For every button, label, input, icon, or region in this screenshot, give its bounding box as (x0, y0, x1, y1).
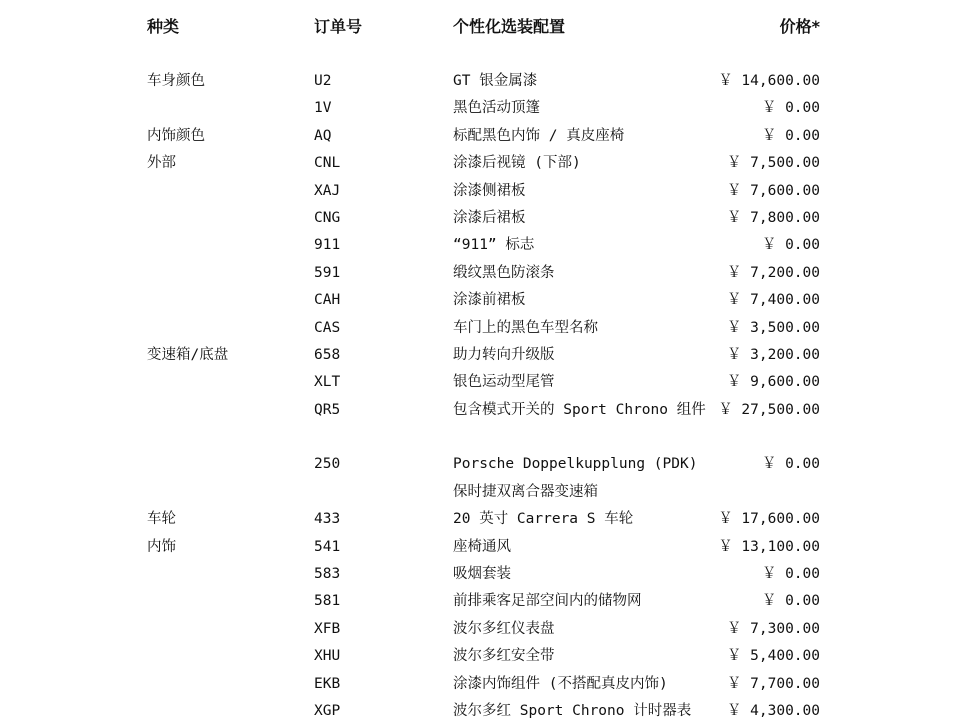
header-category: 种类 (147, 17, 180, 36)
row-price: ￥ 7,300.00 (726, 620, 820, 637)
table-row (0, 561, 960, 588)
row-order-code: EKB (314, 675, 341, 692)
table-row (0, 205, 960, 232)
table-row (0, 698, 960, 725)
row-price: ￥ 7,500.00 (726, 155, 820, 172)
row-order-code: 911 (314, 237, 341, 254)
table-row (0, 643, 960, 670)
table-row (0, 232, 960, 259)
row-option-description: 波尔多红 Sport Chrono 计时器表 (453, 703, 692, 720)
row-option-description: 20 英寸 Carrera S 车轮 (453, 511, 634, 528)
row-price: ￥ 27,500.00 (718, 401, 820, 418)
row-option-description: 座椅通风 (453, 538, 511, 555)
row-option-description: 涂漆后视镜 (下部) (453, 155, 581, 172)
row-price: ￥ 3,200.00 (726, 346, 820, 363)
options-table-body (0, 68, 960, 725)
row-price: ￥ 3,500.00 (726, 319, 820, 336)
row-category: 车轮 (147, 511, 176, 528)
table-row (0, 260, 960, 287)
row-order-code: 591 (314, 264, 341, 281)
row-order-code: CNG (314, 209, 341, 226)
row-price: ￥ 0.00 (761, 100, 820, 117)
row-option-description: 涂漆侧裙板 (453, 182, 526, 199)
row-option-description: 包含模式开关的 Sport Chrono 组件 (453, 401, 706, 418)
row-category: 内饰颜色 (147, 127, 205, 144)
row-price: ￥ 13,100.00 (718, 538, 820, 555)
row-price: ￥ 17,600.00 (718, 511, 820, 528)
row-option-description: “911” 标志 (453, 237, 535, 254)
row-option-description: 吸烟套装 (453, 566, 511, 583)
header-order-number: 订单号 (314, 17, 363, 36)
row-price: ￥ 0.00 (761, 237, 820, 254)
row-option-description: 银色运动型尾管 (453, 374, 555, 391)
row-category: 变速箱/底盘 (147, 346, 229, 363)
table-row (0, 671, 960, 698)
table-row (0, 451, 960, 506)
row-option-description: 波尔多红安全带 (453, 648, 555, 665)
row-order-code: 250 (314, 456, 341, 473)
row-option-description: 前排乘客足部空间内的储物网 (453, 593, 642, 610)
row-order-code: 658 (314, 346, 341, 363)
row-option-description: 黑色活动顶篷 (453, 100, 540, 117)
table-row (0, 150, 960, 177)
row-option-description: 助力转向升级版 (453, 346, 555, 363)
row-option-description: 涂漆前裙板 (453, 292, 526, 309)
row-price: ￥ 7,600.00 (726, 182, 820, 199)
row-category: 外部 (147, 155, 176, 172)
table-row (0, 397, 960, 452)
table-row (0, 616, 960, 643)
row-price: ￥ 4,300.00 (726, 703, 820, 720)
row-option-description: 标配黑色内饰 / 真皮座椅 (453, 127, 625, 144)
table-row (0, 178, 960, 205)
row-order-code: CAH (314, 292, 341, 309)
table-row (0, 588, 960, 615)
row-price: ￥ 0.00 (761, 566, 820, 583)
row-order-code: XFB (314, 620, 341, 637)
row-order-code: CAS (314, 319, 341, 336)
row-price: ￥ 5,400.00 (726, 648, 820, 665)
row-price: ￥ 7,200.00 (726, 264, 820, 281)
table-row (0, 342, 960, 369)
row-category: 内饰 (147, 538, 176, 555)
row-option-description: 缎纹黑色防滚条 (453, 264, 555, 281)
table-row (0, 369, 960, 396)
table-row (0, 95, 960, 122)
row-order-code: 583 (314, 566, 341, 583)
table-header (0, 14, 960, 44)
row-order-code: XAJ (314, 182, 341, 199)
row-order-code: 433 (314, 511, 341, 528)
row-option-description: Porsche Doppelkupplung (PDK) 保时捷双离合器变速箱 (453, 456, 698, 500)
row-order-code: 1V (314, 100, 332, 117)
row-option-description: 涂漆后裙板 (453, 209, 526, 226)
row-option-description: GT 银金属漆 (453, 73, 538, 89)
table-row (0, 506, 960, 533)
row-price: ￥ 7,700.00 (726, 675, 820, 692)
table-row (0, 315, 960, 342)
row-price: ￥ 9,600.00 (726, 374, 820, 391)
row-order-code: XLT (314, 374, 341, 391)
row-price: ￥ 14,600.00 (718, 73, 820, 89)
row-price: ￥ 0.00 (761, 593, 820, 610)
table-row (0, 68, 960, 95)
row-order-code: 581 (314, 593, 341, 610)
table-row (0, 287, 960, 314)
row-price: ￥ 0.00 (761, 127, 820, 144)
row-order-code: QR5 (314, 401, 341, 418)
table-row (0, 534, 960, 561)
row-order-code: AQ (314, 127, 332, 144)
row-option-description: 波尔多红仪表盘 (453, 620, 555, 637)
row-order-code: XHU (314, 648, 341, 665)
row-price: ￥ 7,400.00 (726, 292, 820, 309)
row-option-description: 车门上的黑色车型名称 (453, 319, 598, 336)
row-price: ￥ 0.00 (761, 456, 820, 473)
header-price: 价格* (779, 17, 820, 36)
row-order-code: CNL (314, 155, 341, 172)
row-order-code: XGP (314, 703, 341, 720)
row-order-code: 541 (314, 538, 341, 555)
row-order-code: U2 (314, 73, 332, 89)
row-option-description: 涂漆内饰组件 (不搭配真皮内饰) (453, 675, 668, 692)
row-price: ￥ 7,800.00 (726, 209, 820, 226)
header-option: 个性化选装配置 (453, 17, 566, 36)
table-row (0, 123, 960, 150)
row-category: 车身颜色 (147, 73, 205, 89)
